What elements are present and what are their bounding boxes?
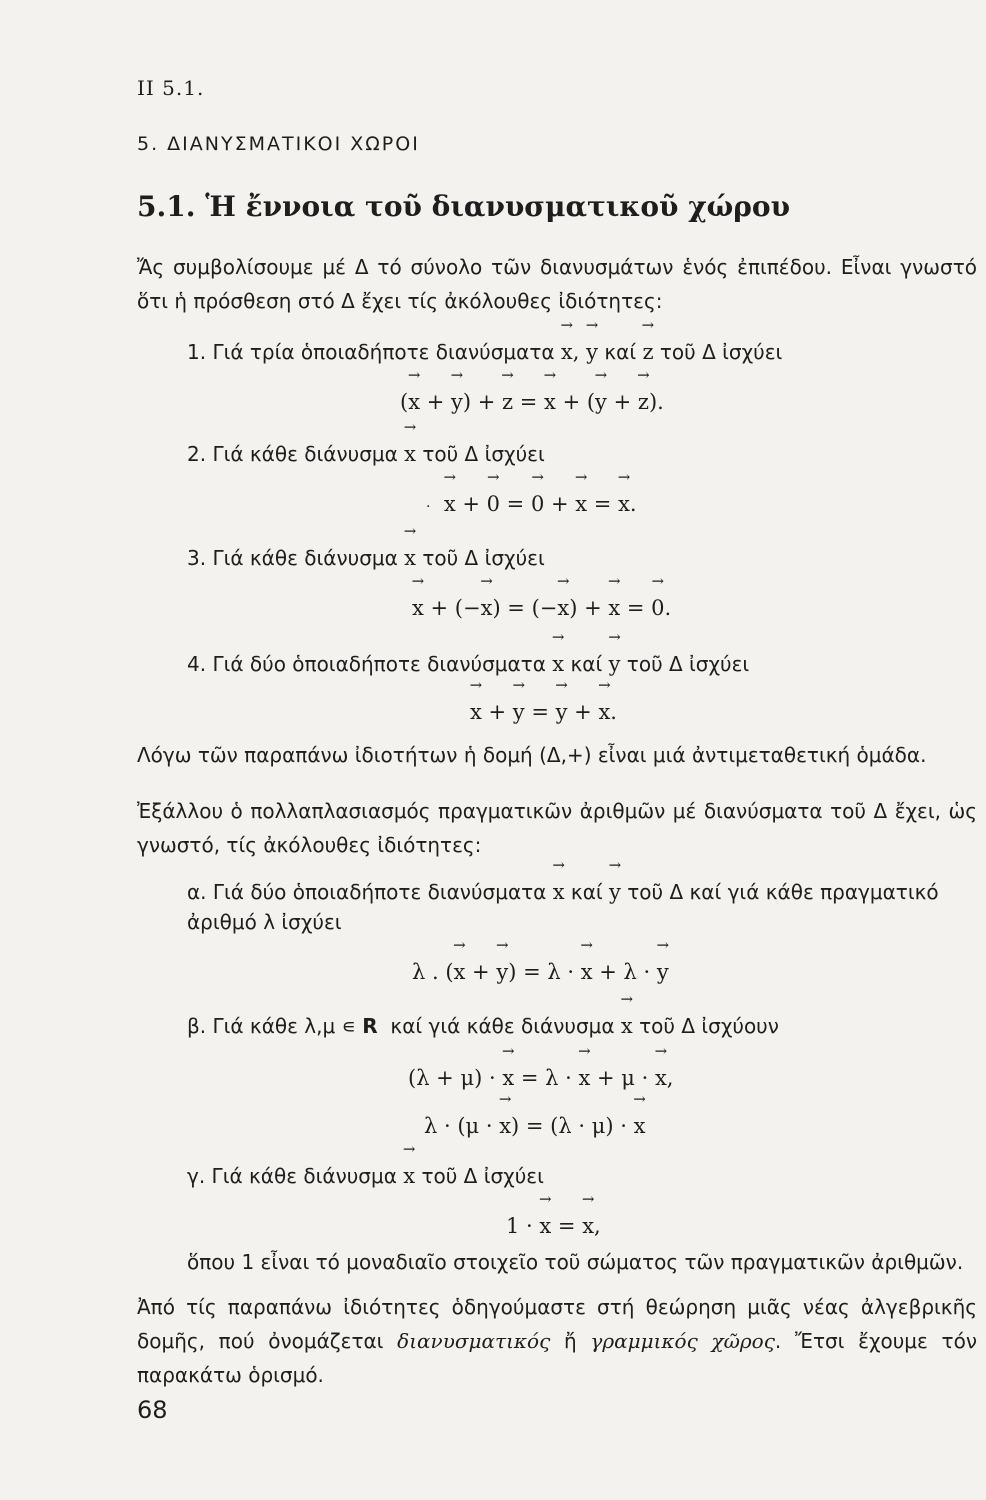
equation-unit: 1 · → x = → x,: [506, 1214, 601, 1238]
equation-associative-scalars: λ · (μ · → x) = (λ · μ) · → x: [424, 1114, 645, 1138]
property-3: 3. Γιά κάθε διάνυσμα → x τοῦ Δ ἰσχύει: [187, 546, 545, 570]
unit-remark: ὅπου 1 εἶναι τό μοναδιαῖο στοιχεῖο τοῦ σώματος τῶν πραγματικῶν ἀριθμῶν.: [187, 1250, 964, 1274]
property-4-tail: τοῦ Δ ἰσχύει: [626, 652, 750, 676]
conclusion-paragraph: Ἀπό τίς παραπάνω ἰδιότητες ὁδηγούμαστε στή θεώρηση μιᾶς νέας ἀλγεβρικῆς δομῆς, πού ὀνομάζεται διανυσματικός ἤ γραμμικός χῶρος. Ἔτσι ἔχουμε τόν παρακάτω ὁρισμό.: [137, 1295, 977, 1387]
property-3-text: 3. Γιά κάθε διάνυσμα: [187, 546, 398, 570]
group-remark: Λόγω τῶν παραπάνω ἰδιοτήτων ἡ δομή (Δ,+) εἶναι μιά ἀντιμεταθετική ὁμάδα.: [137, 743, 927, 767]
chapter-title: 5. ΔΙΑΝΥΣΜΑΤΙΚΟΙ ΧΩΡΟΙ: [137, 133, 420, 155]
property-3-tail: τοῦ Δ ἰσχύει: [422, 546, 545, 570]
equation-identity: · → x + → 0 = → 0 + → x = → x.: [426, 492, 637, 516]
equation-distributive-vectors: λ . (→ x + → y) = λ · → x + λ · → y: [412, 960, 669, 984]
scalar-property-b: β. Γιά κάθε λ,μ ∊ R καί γιά κάθε διάνυσμα → x τοῦ Δ ἰσχύουν: [187, 1014, 779, 1038]
property-1-text: 1. Γιά τρία ὁποιαδήποτε διανύσματα: [187, 340, 555, 364]
running-header: II 5.1.: [137, 76, 205, 100]
equation-associativity: (→ x + → y) + → z = → x + (→ y + → z).: [400, 390, 664, 414]
scalar-intro: Ἐξάλλου ὁ πολλαπλασιασμός πραγματικῶν ἀριθμῶν μέ διανύσματα τοῦ Δ ἔχει, ὡς γνωστό, τίς ἀκόλουθες ἰδιότητες:: [137, 799, 977, 857]
page-number: 68: [137, 1396, 168, 1424]
property-2-text: 2. Γιά κάθε διάνυσμα: [187, 442, 398, 466]
property-1-tail: τοῦ Δ ἰσχύει: [659, 340, 783, 364]
scalar-property-a: α. Γιά δύο ὁποιαδήποτε διανύσματα → x καί → y τοῦ Δ καί γιά κάθε πραγματικό: [187, 880, 939, 904]
equation-inverse: → x + (−→ x) = (−→ x) + → x = → 0.: [412, 596, 671, 620]
property-1: 1. Γιά τρία ὁποιαδήποτε διανύσματα → x, → y καί → z τοῦ Δ ἰσχύει: [187, 340, 782, 364]
property-2: 2. Γιά κάθε διάνυσμα → x τοῦ Δ ἰσχύει: [187, 442, 545, 466]
intro-paragraph: Ἄς συμβολίσουμε μέ Δ τό σύνολο τῶν διανυσμάτων ἑνός ἐπιπέδου. Εἶναι γνωστό ὅτι ἡ πρόσθεση στό Δ ἔχει τίς ἀκόλουθες ἰδιότητες:: [137, 255, 977, 313]
term-linear-space: γραμμικός χῶρος: [590, 1329, 775, 1353]
scalar-property-c: γ. Γιά κάθε διάνυσμα → x τοῦ Δ ἰσχύει: [187, 1164, 544, 1188]
property-4-text: 4. Γιά δύο ὁποιαδήποτε διανύσματα: [187, 652, 546, 676]
scalar-property-a-line2: ἀριθμό λ ἰσχύει: [187, 910, 342, 934]
property-2-tail: τοῦ Δ ἰσχύει: [422, 442, 545, 466]
equation-distributive-scalars: (λ + μ) · → x = λ · → x + μ · → x,: [408, 1066, 673, 1090]
property-4: 4. Γιά δύο ὁποιαδήποτε διανύσματα → x καί → y τοῦ Δ ἰσχύει: [187, 652, 749, 676]
section-title: 5.1. Ἡ ἔννοια τοῦ διανυσματικοῦ χώρου: [137, 190, 791, 223]
term-vector-space: διανυσματικός: [397, 1329, 551, 1353]
equation-commutativity: → x + → y = → y + → x.: [470, 700, 617, 724]
